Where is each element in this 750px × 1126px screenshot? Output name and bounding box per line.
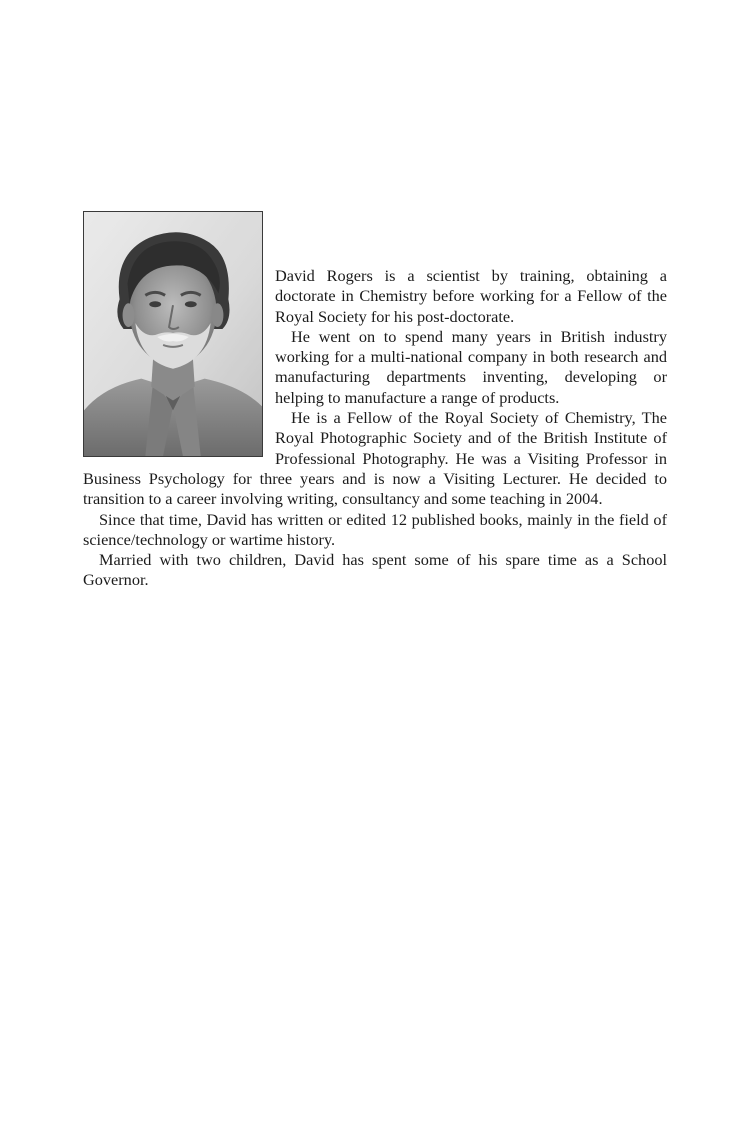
author-bio [83,266,667,591]
bio-paragraph: David Rogers is a scientist by training, obtaining a doctorate in Chemistry before working for a Fellow of the Royal Society for his post-doctorate. [275,266,667,326]
bio-paragraph: Married with two children, David has spent some of his spare time as a School Governor. [83,550,667,590]
bio-paragraph: Since that time, David has written or edited 12 published books, mainly in the field of science/technology or wartime history. [83,509,667,549]
author-portrait-photo-icon [84,212,262,456]
bio-paragraph: He went on to spend many years in British industry working for a multi-national company in both research and manufacturing departments inventing, developing or helping to manufacture a range of products. [275,326,667,407]
author-photo [83,211,263,457]
bio-paragraph: He is a Fellow of the Royal Society of Chemistry, The Royal Photographic Society and of the British Institute of Professional Photography. He was a Visiting Professor in Business Psychology for three years and is now a Visiting Lecturer. He decided to transition to a career involving writing, consultancy and some teaching in 2004. [83,408,667,509]
